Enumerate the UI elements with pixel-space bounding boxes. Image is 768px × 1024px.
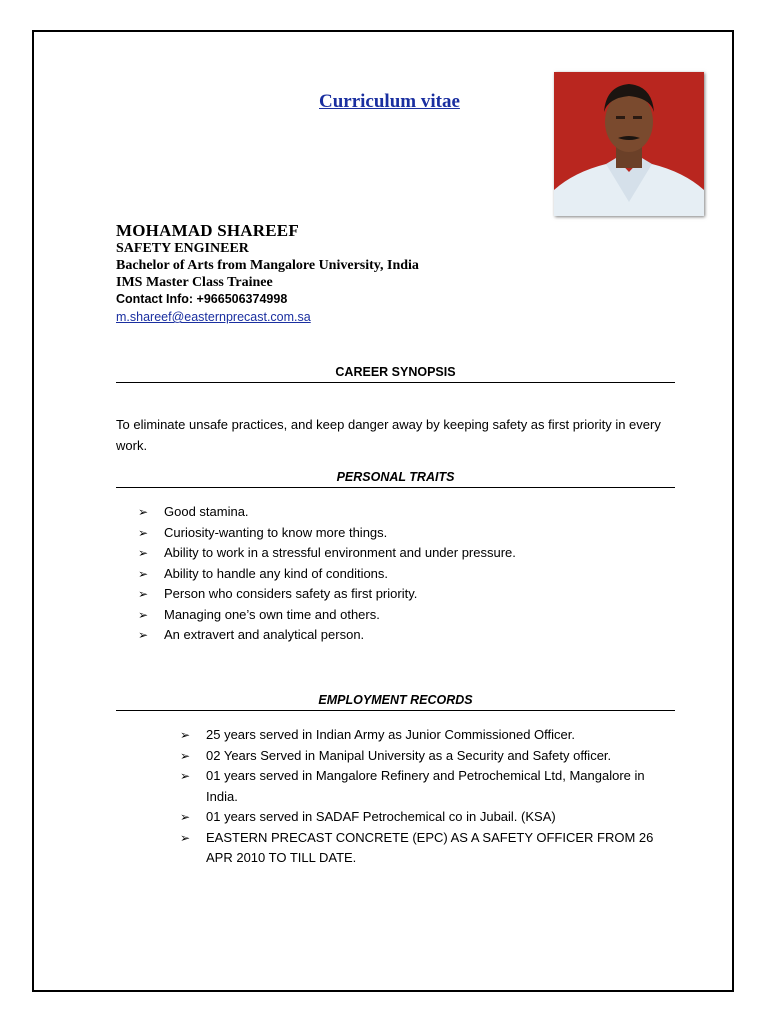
arrowhead-bullet-icon: ➢ [180,728,191,742]
career-synopsis-text: To eliminate unsafe practices, and keep danger away by keeping safety as first priority in every work. [116,417,661,453]
personal-traits-heading: PERSONAL TRAITS [116,470,675,488]
list-item: ➢ 02 Years Served in Manipal University as a Security and Safety officer. [180,746,675,767]
email-link[interactable]: m.shareef@easternprecast.com.sa [116,310,311,324]
education: Bachelor of Arts from Mangalore University, India [116,258,419,273]
contact-info: Contact Info: +966506374998 [116,292,288,306]
list-item: ➢ Ability to work in a stressful environment and under pressure. [138,543,678,564]
list-item: ➢ Person who considers safety as first priority. [138,584,678,605]
list-item: ➢ EASTERN PRECAST CONCRETE (EPC) AS A SAFETY OFFICER FROM 26 APR 2010 TO TILL DATE. [180,829,654,865]
employment-records-heading: EMPLOYMENT RECORDS [116,693,675,711]
personal-traits-list [138,502,678,646]
arrowhead-bullet-icon: ➢ [138,587,149,601]
arrowhead-bullet-icon: ➢ [180,830,191,845]
profile-photo [554,72,704,216]
list-item: ➢ Good stamina. [138,502,678,523]
arrowhead-bullet-icon: ➢ [138,546,149,560]
arrowhead-bullet-icon: ➢ [180,810,191,824]
arrowhead-bullet-icon: ➢ [138,525,149,540]
arrowhead-bullet-icon: ➢ [180,748,191,763]
list-item: ➢ Curiosity-wanting to know more things. [138,523,678,544]
list-item: ➢ Ability to handle any kind of conditions. [138,564,678,585]
list-item: ➢ Managing one’s own time and others. [138,605,678,626]
list-item: ➢ 25 years served in Indian Army as Junior Commissioned Officer. [180,725,675,746]
arrowhead-bullet-icon: ➢ [138,628,149,642]
employment-records-list [180,725,675,869]
list-item: ➢ An extravert and analytical person. [138,625,678,646]
list-item: ➢ 01 years served in SADAF Petrochemical co in Jubail. (KSA) [180,807,675,828]
job-title: SAFETY ENGINEER [116,241,249,256]
list-item: ➢ 01 years served in Mangalore Refinery and Petrochemical Ltd, Mangalore in India. [180,768,645,804]
career-synopsis-heading: CAREER SYNOPSIS [116,365,675,383]
candidate-name: MOHAMAD SHAREEF [116,221,299,240]
arrowhead-bullet-icon: ➢ [180,769,191,783]
training: IMS Master Class Trainee [116,275,273,290]
arrowhead-bullet-icon: ➢ [138,566,149,581]
arrowhead-bullet-icon: ➢ [138,505,149,519]
document-title: Curriculum vitae [319,91,460,112]
arrowhead-bullet-icon: ➢ [138,607,149,622]
